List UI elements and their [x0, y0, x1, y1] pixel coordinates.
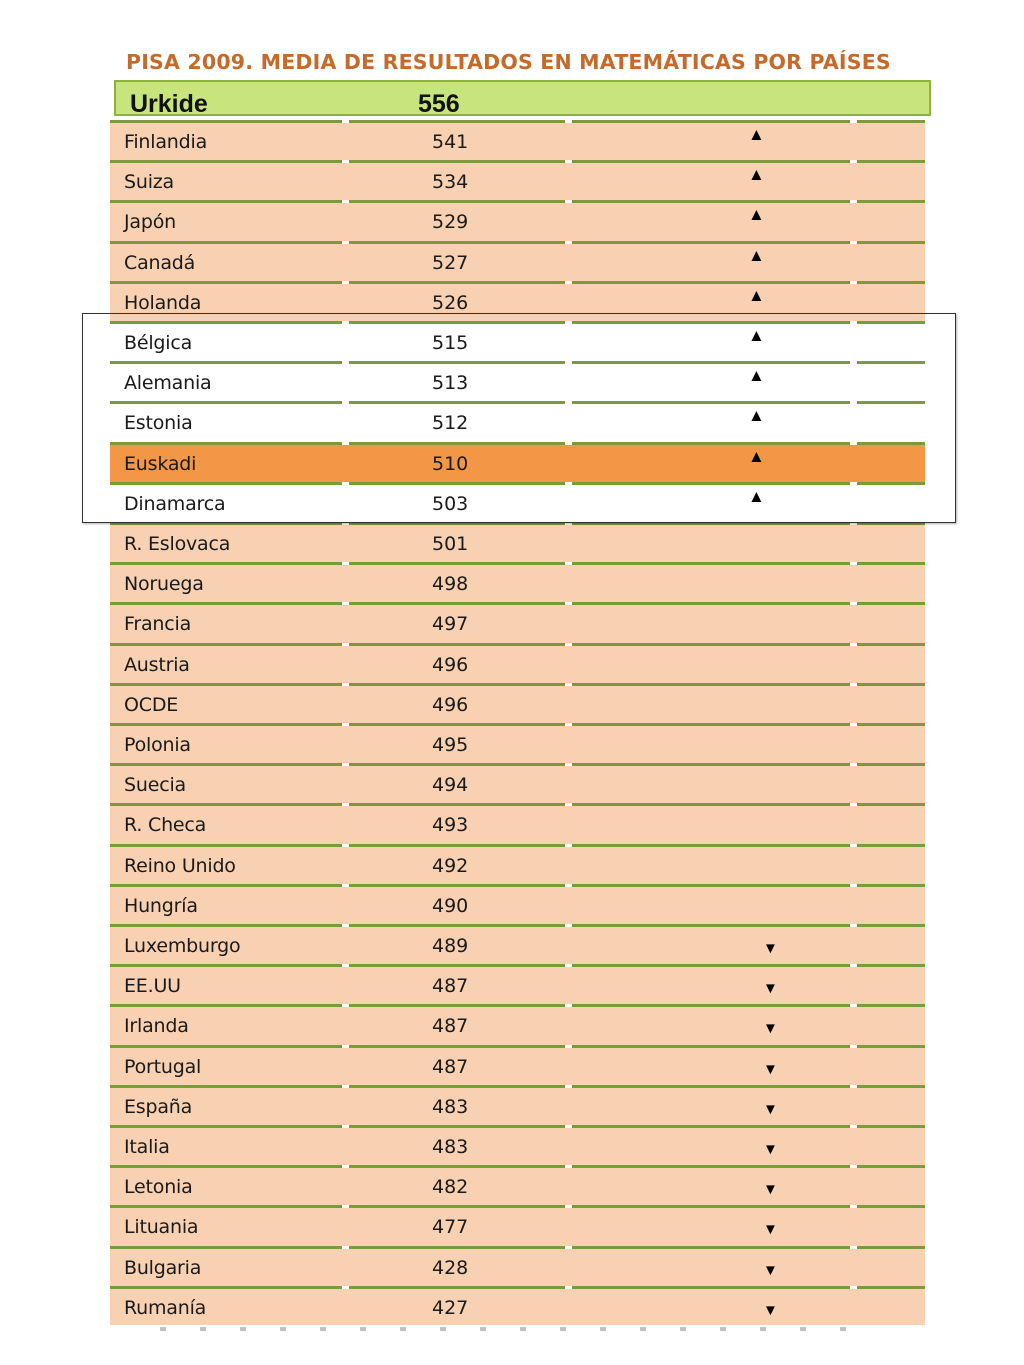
score-cell: 477	[432, 1216, 469, 1239]
row-divider-tick	[850, 160, 857, 163]
row-divider-tick	[565, 1246, 572, 1249]
row-divider-tick	[565, 602, 572, 605]
row-divider-tick	[565, 120, 572, 123]
score-cell: 512	[432, 412, 469, 435]
score-cell: 503	[432, 492, 469, 515]
table-row	[110, 442, 925, 482]
row-divider-tick	[565, 442, 572, 445]
row-divider-tick	[342, 1246, 349, 1249]
row-divider-tick	[850, 1246, 857, 1249]
arrow-up-icon: ▲	[748, 285, 765, 305]
table-row	[110, 401, 925, 441]
table-row	[110, 562, 925, 602]
table-row	[110, 884, 925, 924]
score-cell: 487	[432, 1015, 469, 1038]
row-divider-tick	[850, 281, 857, 284]
table-row	[110, 964, 925, 1004]
table-row	[110, 241, 925, 281]
score-cell: 515	[432, 332, 469, 354]
arrow-down-icon: ▼	[763, 1020, 778, 1038]
row-divider-tick	[342, 763, 349, 766]
score-cell: 494	[432, 774, 469, 797]
row-divider-tick	[850, 1286, 857, 1289]
row-divider-tick	[565, 803, 572, 806]
row-divider-tick	[850, 442, 857, 445]
row-divider-tick	[565, 1165, 572, 1168]
row-divider-tick	[565, 683, 572, 686]
row-divider-tick	[342, 884, 349, 887]
row-divider-tick	[850, 602, 857, 605]
row-divider-tick	[342, 1085, 349, 1088]
row-divider-tick	[850, 1165, 857, 1168]
row-divider-tick	[342, 401, 349, 404]
country-cell: Dinamarca	[124, 492, 226, 515]
table-row	[110, 924, 925, 964]
arrow-down-icon: ▼	[763, 1100, 778, 1118]
score-cell: 526	[432, 291, 469, 314]
table-row	[110, 602, 925, 642]
row-divider-tick	[565, 1286, 572, 1289]
score-cell: 495	[432, 734, 469, 756]
row-divider-tick	[342, 1004, 349, 1007]
country-cell: Hungría	[124, 894, 198, 917]
country-cell: Bélgica	[124, 332, 193, 354]
row-divider-tick	[850, 884, 857, 887]
row-divider-tick	[850, 200, 857, 203]
country-cell: OCDE	[124, 693, 179, 716]
arrow-down-icon: ▼	[763, 1301, 778, 1319]
country-cell: R. Eslovaca	[124, 533, 231, 555]
row-divider-tick	[342, 1205, 349, 1208]
row-divider-tick	[850, 241, 857, 244]
table-row	[110, 643, 925, 683]
country-cell: Noruega	[124, 573, 204, 596]
country-cell: Suecia	[124, 774, 186, 797]
row-divider-tick	[342, 522, 349, 525]
row-divider-tick	[565, 884, 572, 887]
country-cell: Holanda	[124, 291, 202, 314]
table-row	[110, 723, 925, 763]
country-cell: Finlandia	[124, 131, 208, 153]
row-divider-tick	[342, 964, 349, 967]
row-divider-tick	[565, 281, 572, 284]
row-divider-tick	[342, 643, 349, 646]
row-divider-tick	[342, 241, 349, 244]
table-row	[110, 1286, 925, 1326]
row-divider-tick	[850, 1125, 857, 1128]
results-table	[110, 120, 925, 1325]
row-divider-tick	[850, 844, 857, 847]
row-divider-tick	[342, 683, 349, 686]
table-row	[110, 160, 925, 200]
arrow-down-icon: ▼	[763, 1261, 778, 1279]
row-divider-tick	[850, 120, 857, 123]
score-cell: 513	[432, 372, 469, 395]
country-cell: España	[124, 1095, 193, 1118]
arrow-up-icon: ▲	[748, 486, 765, 506]
row-divider-tick	[342, 562, 349, 565]
highlight-row-urkide	[114, 80, 931, 116]
country-cell: Lituania	[124, 1216, 199, 1239]
score-cell: 497	[432, 613, 469, 636]
table-row	[110, 1045, 925, 1085]
table-row	[110, 1125, 925, 1165]
score-cell: 487	[432, 1055, 469, 1078]
table-row	[110, 361, 925, 401]
country-cell: Austria	[124, 653, 190, 676]
row-divider-tick	[342, 1045, 349, 1048]
row-divider-tick	[342, 803, 349, 806]
row-divider-tick	[565, 1004, 572, 1007]
score-cell: 483	[432, 1136, 469, 1158]
country-cell: Reino Unido	[124, 854, 236, 877]
row-divider-tick	[565, 241, 572, 244]
score-cell: 529	[432, 211, 469, 234]
row-divider-tick	[565, 1125, 572, 1128]
row-divider-tick	[850, 562, 857, 565]
country-cell: Irlanda	[124, 1015, 189, 1038]
chart-title: PISA 2009. MEDIA DE RESULTADOS EN MATEMÁTICAS POR PAÍSES	[126, 50, 891, 74]
table-row	[110, 200, 925, 240]
score-cell: 534	[432, 171, 469, 194]
table-row	[110, 1085, 925, 1125]
arrow-down-icon: ▼	[763, 1221, 778, 1239]
row-divider-tick	[565, 160, 572, 163]
country-cell: Alemania	[124, 372, 212, 395]
highlight-score: 556	[418, 90, 460, 118]
country-cell: Euskadi	[124, 452, 197, 475]
score-cell: 541	[432, 131, 469, 153]
row-divider-tick	[342, 321, 349, 324]
country-cell: Japón	[124, 211, 176, 234]
row-divider-tick	[850, 522, 857, 525]
arrow-down-icon: ▼	[763, 940, 778, 957]
row-divider-tick	[342, 281, 349, 284]
country-cell: Letonia	[124, 1176, 193, 1199]
row-divider-tick	[565, 844, 572, 847]
country-cell: Polonia	[124, 734, 191, 756]
row-divider-tick	[565, 482, 572, 485]
score-cell: 427	[432, 1296, 469, 1319]
arrow-down-icon: ▼	[763, 1060, 778, 1078]
country-cell: R. Checa	[124, 814, 207, 837]
table-row	[110, 803, 925, 843]
highlight-country: Urkide	[130, 90, 208, 118]
row-divider-tick	[342, 361, 349, 364]
table-row	[110, 1205, 925, 1245]
row-divider-tick	[850, 683, 857, 686]
row-divider-tick	[850, 763, 857, 766]
row-divider-tick	[850, 1004, 857, 1007]
country-cell: Francia	[124, 613, 192, 636]
row-divider-tick	[850, 964, 857, 967]
score-cell: 489	[432, 935, 469, 957]
row-divider-tick	[850, 1205, 857, 1208]
row-divider-tick	[342, 200, 349, 203]
row-divider-tick	[565, 1045, 572, 1048]
arrow-up-icon: ▲	[748, 125, 765, 144]
score-cell: 493	[432, 814, 469, 837]
arrow-up-icon: ▲	[748, 245, 765, 265]
country-cell: Suiza	[124, 171, 174, 194]
row-divider-tick	[342, 1165, 349, 1168]
row-divider-tick	[342, 924, 349, 927]
country-cell: Italia	[124, 1136, 170, 1158]
arrow-up-icon: ▲	[748, 165, 765, 185]
arrow-up-icon: ▲	[748, 205, 765, 225]
table-row	[110, 763, 925, 803]
row-divider-tick	[565, 200, 572, 203]
score-cell: 496	[432, 693, 469, 716]
country-cell: Bulgaria	[124, 1256, 202, 1279]
table-row	[110, 844, 925, 884]
table-row	[110, 321, 925, 361]
row-divider-tick	[850, 1085, 857, 1088]
row-divider-tick	[565, 1205, 572, 1208]
table-row	[110, 1246, 925, 1286]
score-cell: 492	[432, 854, 469, 877]
row-divider-tick	[565, 763, 572, 766]
row-divider-tick	[565, 924, 572, 927]
row-divider-tick	[850, 1045, 857, 1048]
row-divider-tick	[850, 361, 857, 364]
country-cell: Portugal	[124, 1055, 202, 1078]
row-divider-tick	[565, 562, 572, 565]
row-divider-tick	[850, 401, 857, 404]
row-divider-tick	[565, 723, 572, 726]
row-divider-tick	[342, 844, 349, 847]
arrow-down-icon: ▼	[763, 1181, 778, 1199]
row-divider-tick	[565, 1085, 572, 1088]
arrow-up-icon: ▲	[748, 326, 765, 345]
row-divider-tick	[565, 522, 572, 525]
row-divider-tick	[342, 120, 349, 123]
score-cell: 496	[432, 653, 469, 676]
row-divider-tick	[342, 1125, 349, 1128]
row-divider-tick	[565, 401, 572, 404]
arrow-down-icon: ▼	[763, 1141, 778, 1158]
score-cell: 510	[432, 452, 469, 475]
table-row	[110, 1004, 925, 1044]
row-divider-tick	[342, 602, 349, 605]
row-divider-tick	[850, 924, 857, 927]
score-cell: 428	[432, 1256, 469, 1279]
row-divider-tick	[342, 160, 349, 163]
score-cell: 527	[432, 251, 469, 274]
row-divider-tick	[565, 321, 572, 324]
score-cell: 498	[432, 573, 469, 596]
arrow-up-icon: ▲	[748, 366, 765, 386]
table-row	[110, 281, 925, 321]
row-divider-tick	[342, 1286, 349, 1289]
arrow-up-icon: ▲	[748, 446, 765, 466]
table-row	[110, 1165, 925, 1205]
score-cell: 487	[432, 975, 469, 998]
row-divider-tick	[342, 442, 349, 445]
arrow-up-icon: ▲	[748, 406, 765, 426]
row-divider-tick	[565, 361, 572, 364]
score-cell: 482	[432, 1176, 469, 1199]
table-row	[110, 683, 925, 723]
table-row	[110, 522, 925, 562]
score-cell: 483	[432, 1095, 469, 1118]
country-cell: Luxemburgo	[124, 935, 241, 957]
row-divider-tick	[565, 643, 572, 646]
row-divider-tick	[342, 482, 349, 485]
country-cell: EE.UU	[124, 975, 181, 998]
table-row	[110, 120, 925, 160]
row-divider-tick	[850, 723, 857, 726]
row-divider-tick	[850, 482, 857, 485]
table-row	[110, 482, 925, 522]
score-cell: 490	[432, 894, 469, 917]
row-divider-tick	[850, 803, 857, 806]
country-cell: Rumanía	[124, 1296, 207, 1319]
row-divider-tick	[342, 723, 349, 726]
row-divider-tick	[850, 321, 857, 324]
footnote-strip	[160, 1327, 860, 1331]
country-cell: Canadá	[124, 251, 196, 274]
arrow-down-icon: ▼	[763, 980, 778, 998]
country-cell: Estonia	[124, 412, 193, 435]
row-divider-tick	[565, 964, 572, 967]
score-cell: 501	[432, 533, 469, 555]
row-divider-tick	[850, 643, 857, 646]
